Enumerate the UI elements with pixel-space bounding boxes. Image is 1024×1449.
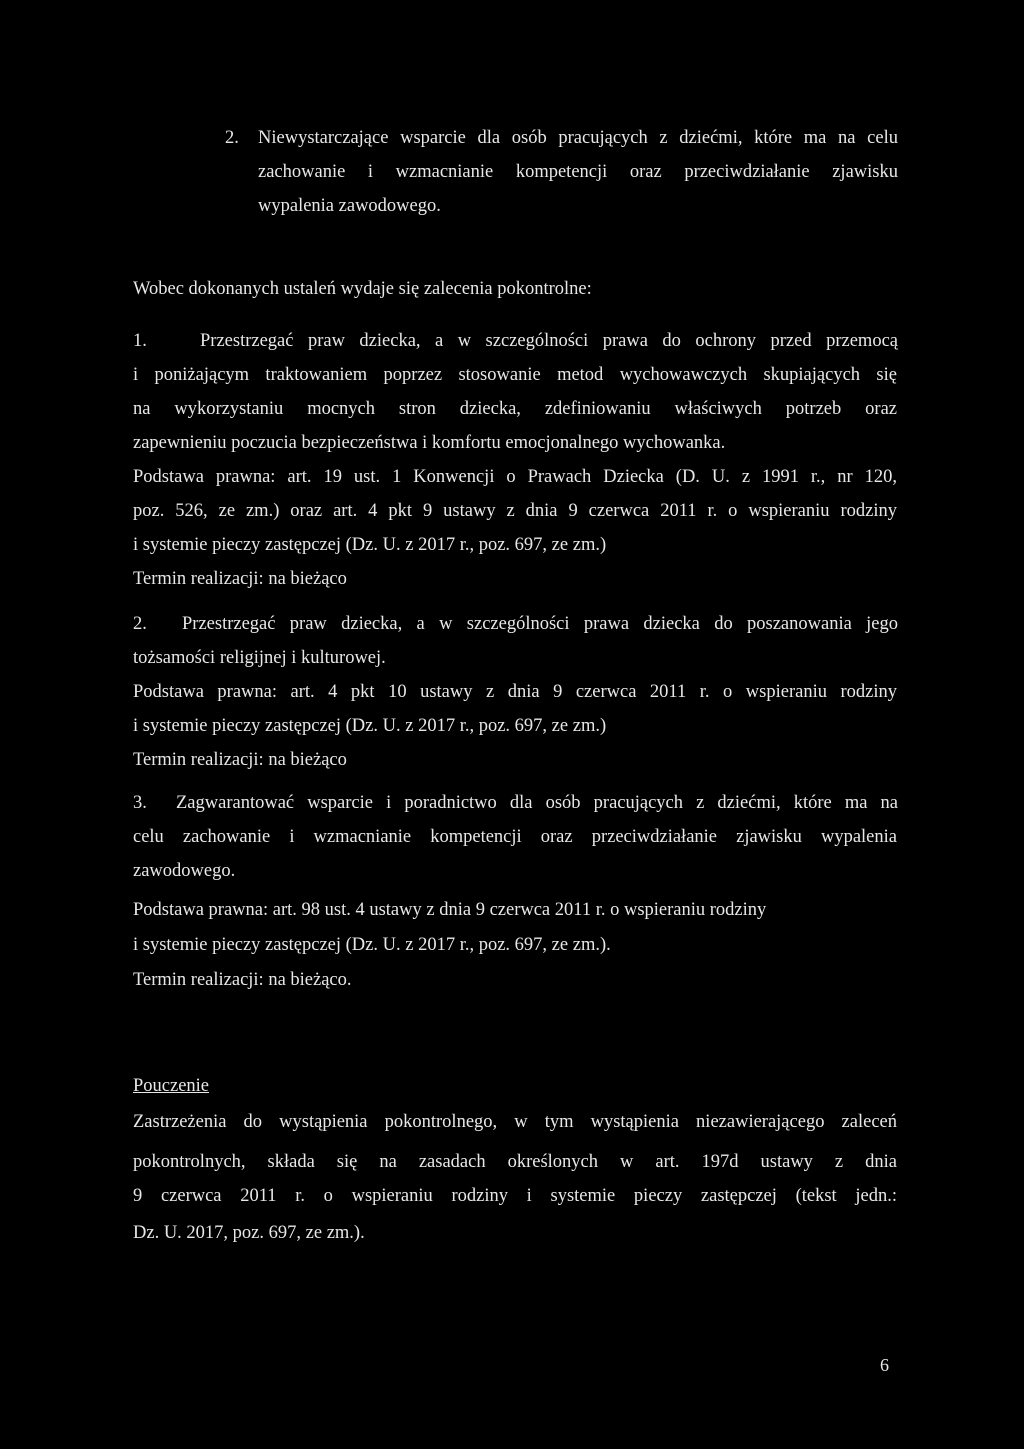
legal-basis-line: i systemie pieczy zastępczej (Dz. U. z 2017 r., poz. 697, ze zm.).: [133, 935, 611, 955]
issue-item-number: 2.: [225, 128, 239, 148]
legal-basis-line: Podstawa prawna: art. 19 ust. 1 Konwencji o Prawach Dziecka (D. U. z 1991 r., nr 120,: [133, 467, 897, 487]
deadline-line: Termin realizacji: na bieżąco.: [133, 970, 352, 990]
recommendation-line: tożsamości religijnej i kulturowej.: [133, 648, 386, 668]
legal-basis-line: Podstawa prawna: art. 4 pkt 10 ustawy z dnia 9 czerwca 2011 r. o wspieraniu rodziny: [133, 682, 897, 702]
recommendation-line: zapewnieniu poczucia bezpieczeństwa i komfortu emocjonalnego wychowanka.: [133, 433, 726, 453]
notice-line: Dz. U. 2017, poz. 697, ze zm.).: [133, 1223, 365, 1243]
issue-item-line: zachowanie i wzmacnianie kompetencji oraz przeciwdziałanie zjawisku: [258, 162, 898, 182]
recommendation-line: Przestrzegać praw dziecka, a w szczególności prawa do ochrony przed przemocą: [200, 331, 898, 351]
notice-line: 9 czerwca 2011 r. o wspieraniu rodziny i systemie pieczy zastępczej (tekst jedn.:: [133, 1186, 897, 1206]
recommendation-line: Przestrzegać praw dziecka, a w szczególności prawa dziecka do poszanowania jego: [182, 614, 898, 634]
notice-line: Zastrzeżenia do wystąpienia pokontrolnego, w tym wystąpienia niezawierającego zaleceń: [133, 1112, 897, 1132]
recommendations-intro: Wobec dokonanych ustaleń wydaje się zalecenia pokontrolne:: [133, 279, 592, 299]
issue-item-line: wypalenia zawodowego.: [258, 196, 441, 216]
recommendation-line: zawodowego.: [133, 861, 236, 881]
legal-basis-line: poz. 526, ze zm.) oraz art. 4 pkt 9 ustawy z dnia 9 czerwca 2011 r. o wspieraniu rodziny: [133, 501, 897, 521]
page-number: 6: [880, 1355, 889, 1375]
recommendation-line: na wykorzystaniu mocnych stron dziecka, zdefiniowaniu właściwych potrzeb oraz: [133, 399, 897, 419]
legal-basis-line: i systemie pieczy zastępczej (Dz. U. z 2017 r., poz. 697, ze zm.): [133, 535, 607, 555]
deadline-line: Termin realizacji: na bieżąco: [133, 750, 347, 770]
recommendation-number: 1.: [133, 331, 147, 351]
recommendation-number: 2.: [133, 614, 147, 634]
legal-basis-line: Podstawa prawna: art. 98 ust. 4 ustawy z dnia 9 czerwca 2011 r. o wspieraniu rodziny: [133, 900, 767, 920]
notice-heading: Pouczenie: [133, 1076, 210, 1096]
legal-basis-line: i systemie pieczy zastępczej (Dz. U. z 2017 r., poz. 697, ze zm.): [133, 716, 607, 736]
recommendation-number: 3.: [133, 793, 147, 813]
recommendation-line: i poniżającym traktowaniem poprzez stosowanie metod wychowawczych skupiających się: [133, 365, 897, 385]
deadline-line: Termin realizacji: na bieżąco: [133, 569, 347, 589]
issue-item-line: Niewystarczające wsparcie dla osób pracujących z dziećmi, które ma na celu: [258, 128, 898, 148]
recommendation-line: celu zachowanie i wzmacnianie kompetencji oraz przeciwdziałanie zjawisku wypalenia: [133, 827, 897, 847]
recommendation-line: Zagwarantować wsparcie i poradnictwo dla osób pracujących z dziećmi, które ma na: [176, 793, 898, 813]
notice-line: pokontrolnych, składa się na zasadach określonych w art. 197d ustawy z dnia: [133, 1152, 897, 1172]
